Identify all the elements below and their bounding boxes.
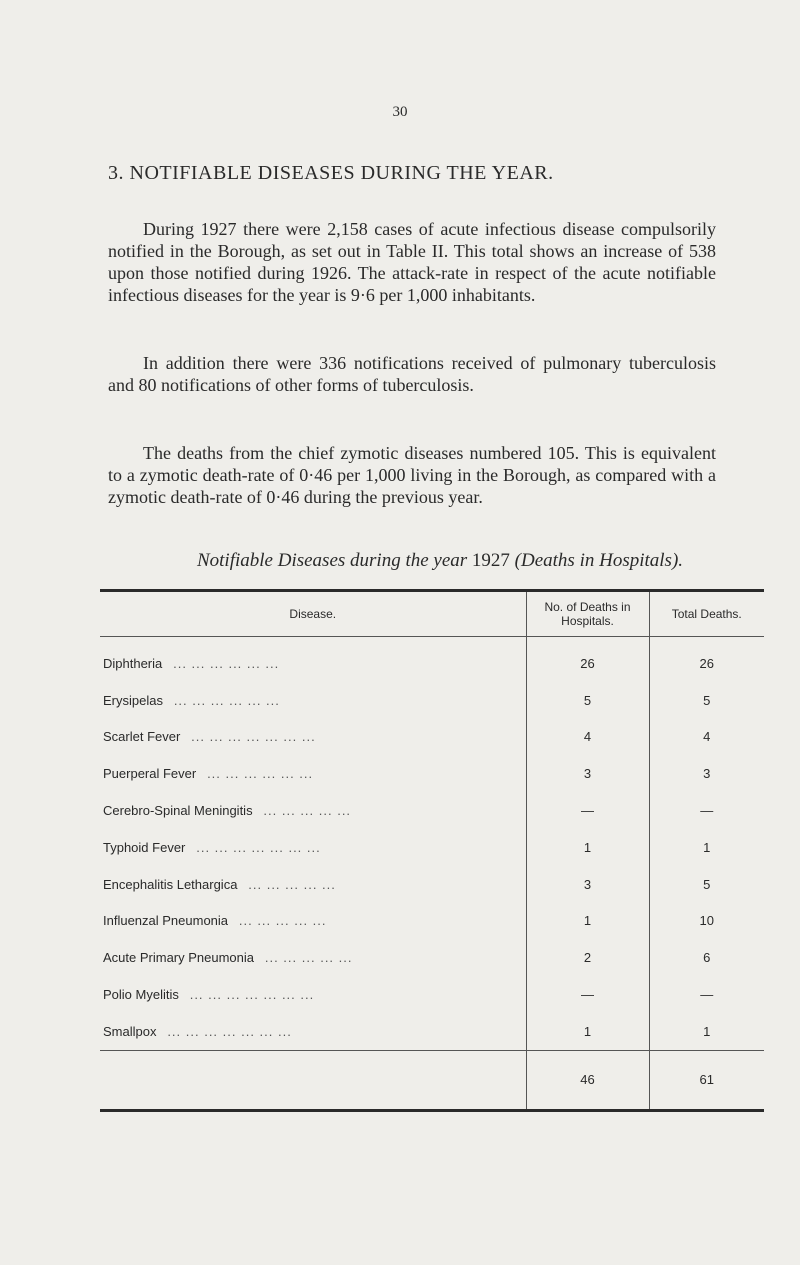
hospital-deaths-cell: 1 (526, 903, 649, 940)
disease-name: Erysipelas (103, 692, 163, 708)
caption-text: Notifiable Diseases during the year (196, 550, 472, 571)
hospital-deaths-cell: 3 (526, 755, 649, 792)
disease-cell (100, 939, 526, 976)
hospital-deaths-cell: 4 (526, 719, 649, 756)
leader-dots: ... ... ... ... ... (263, 803, 352, 819)
leader-dots: ... ... ... ... ... ... (207, 766, 314, 782)
disease-name: Acute Primary Pneumonia (103, 950, 255, 966)
disease-cell (100, 792, 526, 829)
hospital-deaths-cell: 2 (526, 939, 649, 976)
page-number: 30 (392, 104, 408, 120)
table-row (100, 903, 764, 940)
caption-note: (Deaths in Hospitals). (509, 550, 684, 571)
deaths-table-container (100, 589, 764, 1112)
disease-cell (100, 719, 526, 756)
table-row (100, 829, 764, 866)
disease-name: Puerperal Fever (103, 766, 197, 782)
disease-cell (100, 682, 526, 719)
disease-name: Diphtheria (103, 655, 163, 671)
hospital-deaths-cell: 26 (526, 637, 649, 682)
disease-name: Polio Myelitis (103, 987, 179, 1003)
leader-dots: ... ... ... ... ... (264, 950, 353, 966)
total-deaths-cell: 1 (649, 829, 764, 866)
leader-dots: ... ... ... ... ... ... (173, 655, 280, 671)
totals-label (100, 1050, 526, 1110)
table-row (100, 682, 764, 719)
total-deaths-cell: 3 (649, 755, 764, 792)
total-all-deaths: 61 (649, 1050, 764, 1110)
hospital-deaths-cell: — (526, 976, 649, 1013)
disease-cell (100, 829, 526, 866)
paragraph-tuberculosis: In addition there were 336 notifications received of pulmonary tuberculosis and 80 notifications of other forms of tuberculosis. (108, 353, 716, 395)
disease-name: Scarlet Fever (103, 729, 181, 745)
disease-name: Smallpox (103, 1023, 157, 1039)
leader-dots: ... ... ... ... ... ... (173, 692, 280, 708)
hospital-deaths-cell: 1 (526, 1013, 649, 1050)
total-deaths-cell: 5 (649, 682, 764, 719)
total-deaths-cell: 6 (649, 939, 764, 976)
leader-dots: ... ... ... ... ... ... ... (167, 1023, 292, 1039)
table-row (100, 719, 764, 756)
disease-cell (100, 1013, 526, 1050)
header-total-deaths: Total Deaths. (649, 591, 764, 637)
section-heading: 3. NOTIFIABLE DISEASES DURING THE YEAR. (108, 162, 554, 184)
deaths-table (100, 589, 764, 1112)
total-deaths-cell: 26 (649, 637, 764, 682)
header-disease: Disease. (289, 607, 337, 621)
table-row (100, 1013, 764, 1050)
total-deaths-cell: 10 (649, 903, 764, 940)
disease-name: Influenzal Pneumonia (103, 913, 229, 929)
hospital-deaths-cell: 1 (526, 829, 649, 866)
disease-name: Cerebro-Spinal Meningitis (103, 803, 253, 819)
total-deaths-cell: — (649, 792, 764, 829)
total-deaths-cell: 4 (649, 719, 764, 756)
caption-year: 1927 (471, 550, 510, 571)
header-hospital-deaths: No. of Deaths in Hospitals. (526, 591, 649, 637)
disease-cell (100, 976, 526, 1013)
paragraph-cases: During 1927 there were 2,158 cases of acute infectious disease compulsorily notified in the Borough, as set out in Table II. This total shows an increase of 538 upon those notified during 1926. The attack-rate in respect of the acute notifiable infectious diseases for the year is 9·6 per 1,000 inhabitants. (108, 219, 716, 305)
leader-dots: ... ... ... ... ... (238, 913, 327, 929)
table-row (100, 637, 764, 682)
disease-name: Typhoid Fever (103, 839, 186, 855)
table-row (100, 866, 764, 903)
disease-cell (100, 866, 526, 903)
hospital-deaths-cell: 5 (526, 682, 649, 719)
disease-name: Encephalitis Lethargica (103, 876, 238, 892)
table-row (100, 755, 764, 792)
disease-cell (100, 755, 526, 792)
hospital-deaths-cell: 3 (526, 866, 649, 903)
table-caption (0, 550, 800, 572)
hospital-deaths-cell: — (526, 792, 649, 829)
disease-cell (100, 637, 526, 682)
total-deaths-cell: 1 (649, 1013, 764, 1050)
table-header-row (100, 591, 764, 637)
paragraph-zymotic-deaths: The deaths from the chief zymotic diseases numbered 105. This is equivalent to a zymotic death-rate of 0·46 per 1,000 living in the Borough, as compared with a zymotic death-rate of 0·46 during the previous year. (108, 443, 716, 507)
table-row (100, 976, 764, 1013)
table-row (100, 792, 764, 829)
table-row (100, 939, 764, 976)
leader-dots: ... ... ... ... ... ... ... (189, 987, 315, 1003)
leader-dots: ... ... ... ... ... ... ... (196, 839, 321, 855)
total-hospital-deaths: 46 (526, 1050, 649, 1110)
disease-cell (100, 903, 526, 940)
leader-dots: ... ... ... ... ... (248, 876, 336, 892)
totals-row (100, 1050, 764, 1110)
total-deaths-cell: 5 (649, 866, 764, 903)
leader-dots: ... ... ... ... ... ... ... (191, 729, 316, 745)
total-deaths-cell: — (649, 976, 764, 1013)
